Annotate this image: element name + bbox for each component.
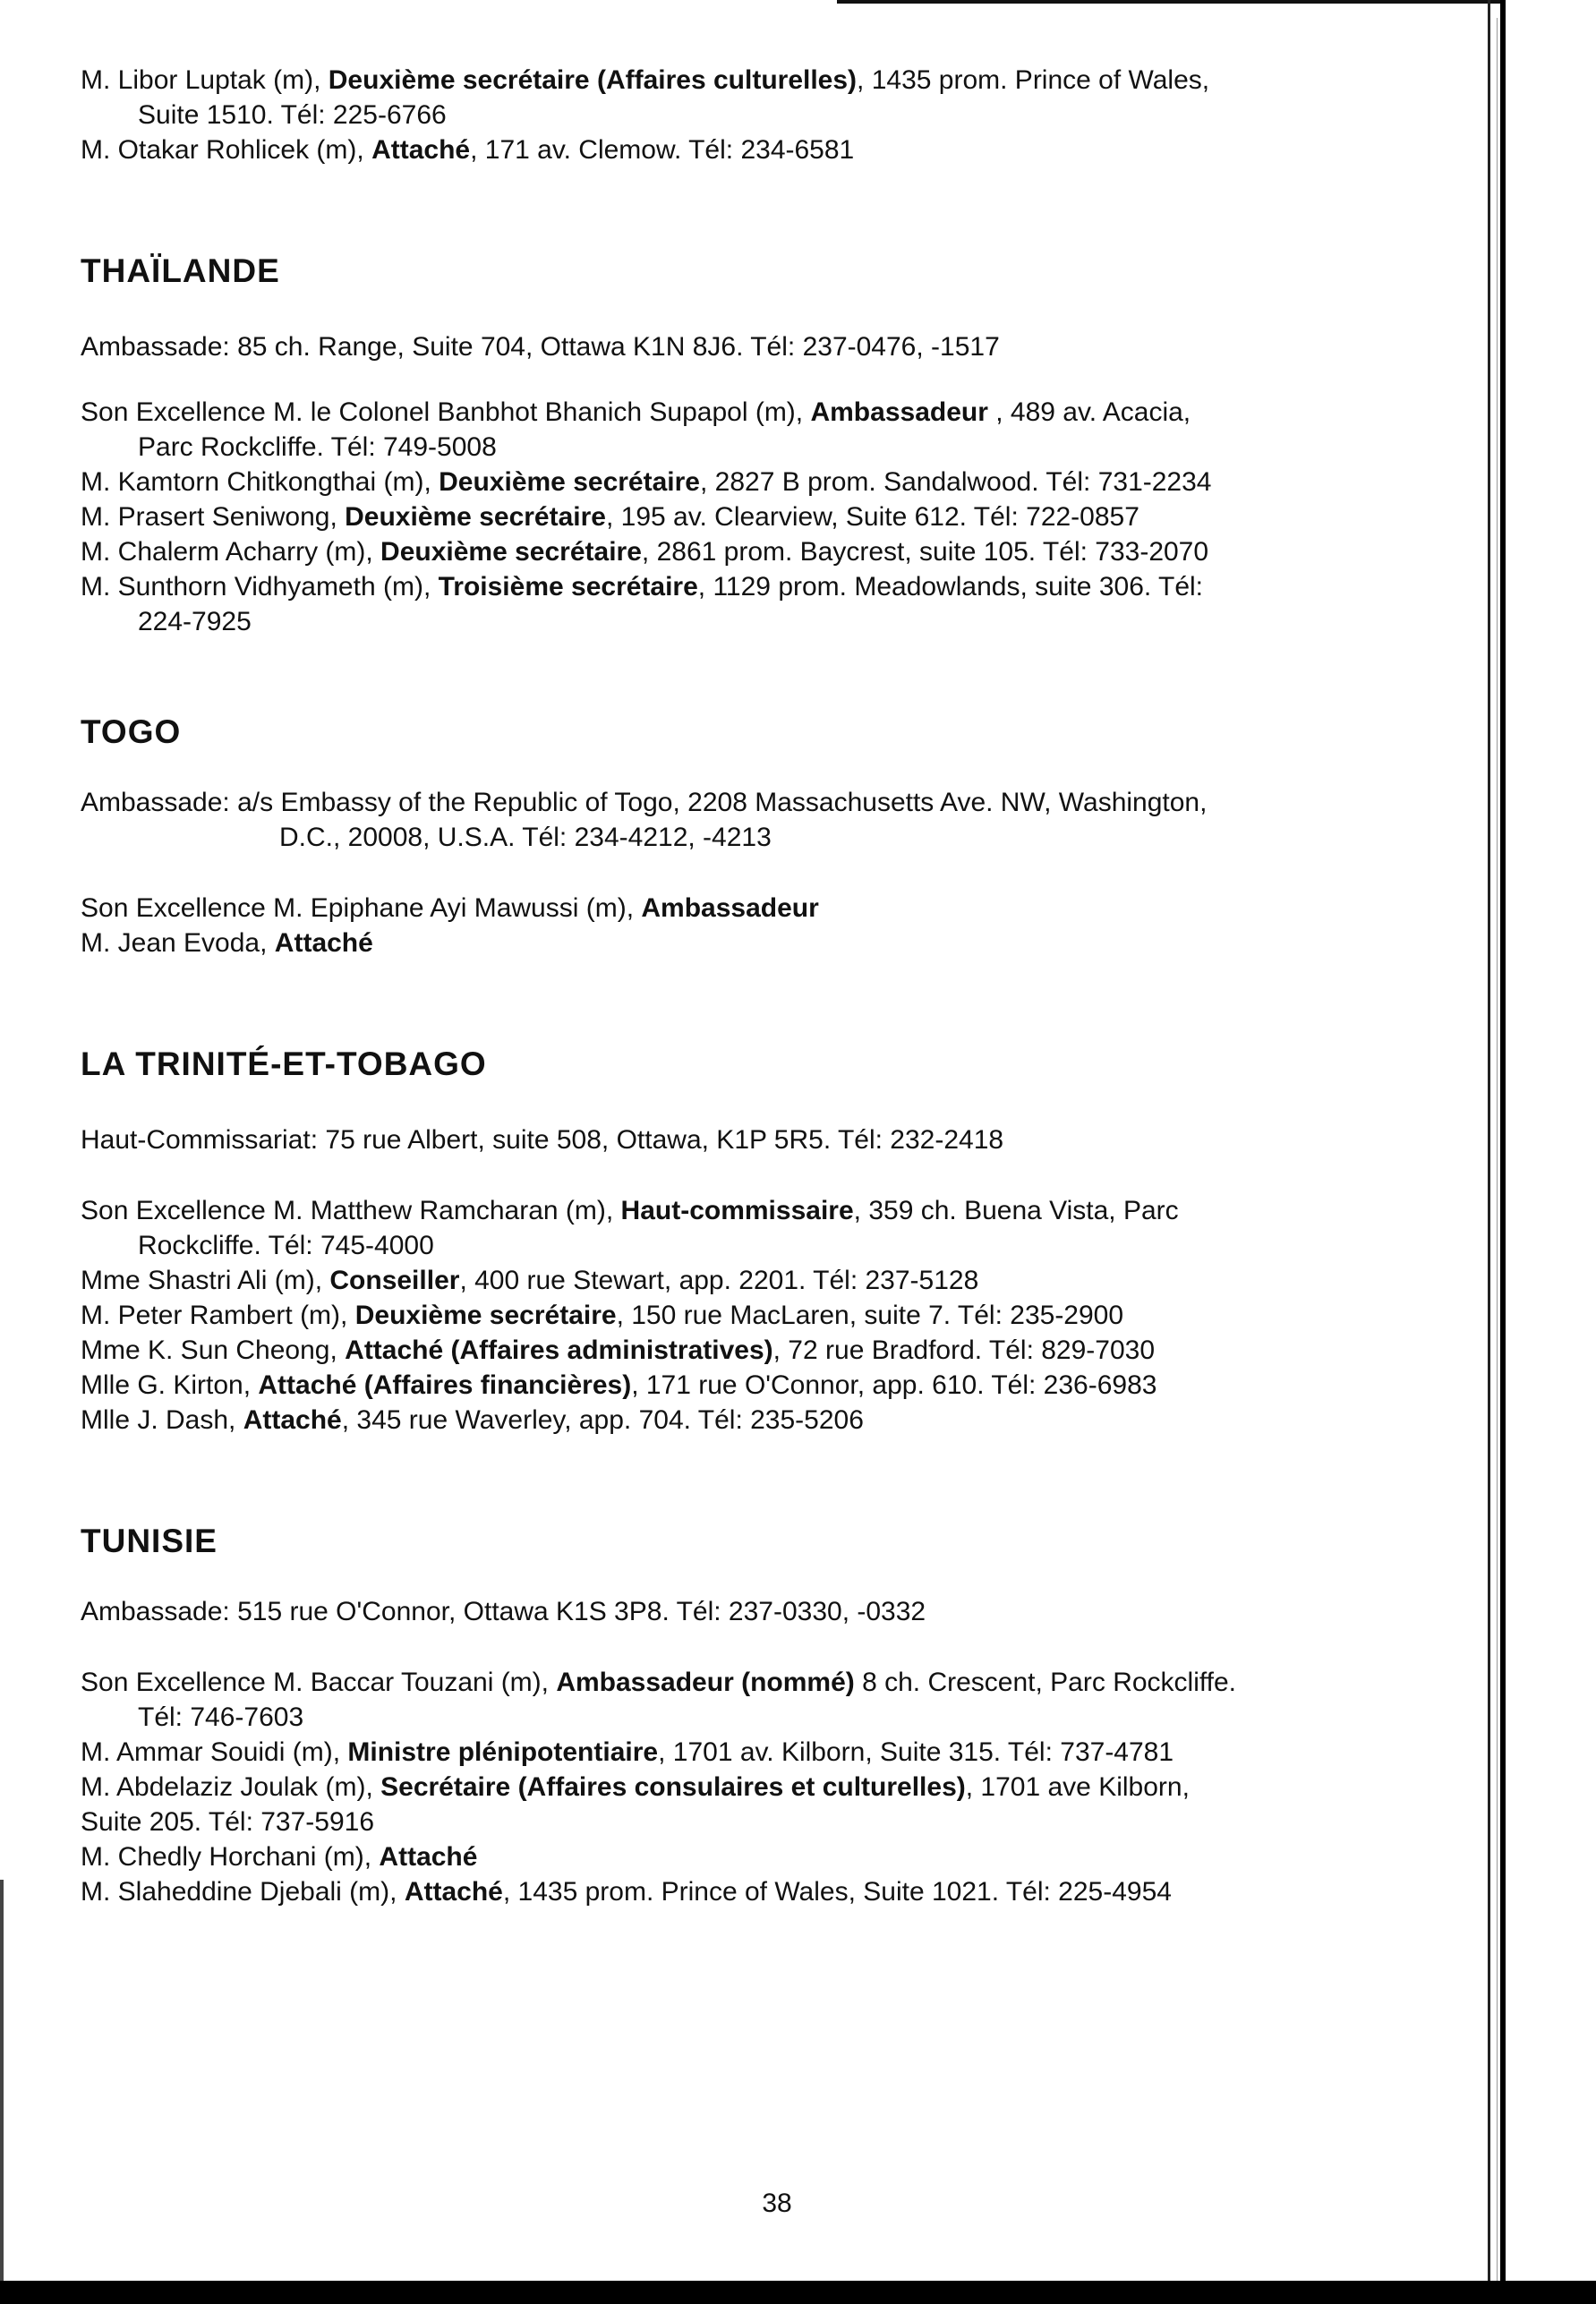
entry-vidhyameth: M. Sunthorn Vidhyameth (m), Troisième secrétaire, 1129 prom. Meadowlands, suite 306. Tél: — [81, 572, 1204, 602]
embassy-address-cont: D.C., 20008, U.S.A. Tél: 234-4212, -4213 — [279, 823, 772, 852]
entry-joulak-cont: Suite 205. Tél: 737-5916 — [81, 1807, 375, 1837]
section-trinite-et-tobago — [81, 1046, 1405, 1438]
entry-ramcharan: Son Excellence M. Matthew Ramcharan (m), Haut-commissaire, 359 ch. Buena Vista, Parc — [81, 1196, 1179, 1225]
entry-evoda: M. Jean Evoda, Attaché — [81, 928, 373, 958]
scan-margin-right — [1500, 0, 1596, 2304]
section-tunisie — [81, 1523, 1405, 1909]
country-heading: TOGO — [81, 713, 182, 750]
country-heading: THAÏLANDE — [81, 252, 280, 289]
scan-margin-left — [0, 1880, 4, 2281]
high-commission-address: Haut-Commissariat: 75 rue Albert, suite 508, Ottawa, K1P 5R5. Tél: 232-2418 — [81, 1125, 1004, 1155]
section-togo — [81, 714, 1405, 960]
entry-touzani: Son Excellence M. Baccar Touzani (m), Ambassadeur (nommé) 8 ch. Crescent, Parc Rockcliffe. — [81, 1668, 1237, 1697]
entry-kirton: Mlle G. Kirton, Attaché (Affaires financières), 171 rue O'Connor, app. 610. Tél: 236-6983 — [81, 1370, 1157, 1400]
page-number: 38 — [762, 2189, 792, 2218]
section-thailande — [81, 253, 1405, 639]
entry-rambert: M. Peter Rambert (m), Deuxième secrétaire, 150 rue MacLaren, suite 7. Tél: 235-2900 — [81, 1301, 1124, 1330]
entry-acharry: M. Chalerm Acharry (m), Deuxième secrétaire, 2861 prom. Baycrest, suite 105. Tél: 733-2070 — [81, 537, 1209, 567]
entry-joulak: M. Abdelaziz Joulak (m), Secrétaire (Affaires consulaires et culturelles), 1701 ave Kilborn, — [81, 1772, 1190, 1802]
embassy-address: Ambassade: 515 rue O'Connor, Ottawa K1S 3P8. Tél: 237-0330, -0332 — [81, 1597, 926, 1626]
binding-edge — [1488, 0, 1490, 2304]
entry-dash: Mlle J. Dash, Attaché, 345 rue Waverley, app. 704. Tél: 235-5206 — [81, 1405, 864, 1435]
entry-horchani: M. Chedly Horchani (m), Attaché — [81, 1842, 478, 1872]
entry-vidhyameth-cont: 224-7925 — [138, 607, 252, 636]
entry-chitkongthai: M. Kamtorn Chitkongthai (m), Deuxième secrétaire, 2827 B prom. Sandalwood. Tél: 731-2234 — [81, 467, 1212, 497]
entry-supapol: Son Excellence M. le Colonel Banbhot Bhanich Supapol (m), Ambassadeur , 489 av. Acacia, — [81, 397, 1191, 427]
scan-margin-bottom — [0, 2281, 1596, 2304]
binding-edge-inner — [1497, 18, 1498, 2283]
entry-seniwong: M. Prasert Seniwong, Deuxième secrétaire, 195 av. Clearview, Suite 612. Tél: 722-0857 — [81, 502, 1139, 532]
entry-sun-cheong: Mme K. Sun Cheong, Attaché (Affaires administratives), 72 rue Bradford. Tél: 829-7030 — [81, 1335, 1156, 1365]
country-heading: LA TRINITÉ-ET-TOBAGO — [81, 1045, 487, 1082]
page-content — [81, 63, 1405, 1909]
embassy-address: Ambassade: a/s Embassy of the Republic of Togo, 2208 Massachusetts Ave. NW, Washington, — [81, 788, 1208, 817]
entry-rohlicek: M. Otakar Rohlicek (m), Attaché, 171 av. Clemow. Tél: 234-6581 — [81, 135, 855, 165]
intro-block — [81, 63, 1405, 167]
entry-luptak-cont: Suite 1510. Tél: 225-6766 — [138, 100, 447, 130]
entry-luptak: M. Libor Luptak (m), Deuxième secrétaire (Affaires culturelles), 1435 prom. Prince of Wales, — [81, 65, 1210, 95]
country-heading: TUNISIE — [81, 1523, 218, 1559]
entry-djebali: M. Slaheddine Djebali (m), Attaché, 1435 prom. Prince of Wales, Suite 1021. Tél: 225-4954 — [81, 1877, 1172, 1907]
entry-souidi: M. Ammar Souidi (m), Ministre plénipotentiaire, 1701 av. Kilborn, Suite 315. Tél: 737-4781 — [81, 1737, 1174, 1767]
entry-mawussi: Son Excellence M. Epiphane Ayi Mawussi (m), Ambassadeur — [81, 893, 819, 923]
entry-ramcharan-cont: Rockcliffe. Tél: 745-4000 — [138, 1231, 434, 1260]
embassy-address: Ambassade: 85 ch. Range, Suite 704, Ottawa K1N 8J6. Tél: 237-0476, -1517 — [81, 332, 1000, 362]
entry-supapol-cont: Parc Rockcliffe. Tél: 749-5008 — [138, 432, 497, 462]
entry-touzani-cont: Tél: 746-7603 — [138, 1702, 304, 1732]
top-rule — [837, 0, 1596, 4]
entry-ali: Mme Shastri Ali (m), Conseiller, 400 rue Stewart, app. 2201. Tél: 237-5128 — [81, 1266, 979, 1295]
